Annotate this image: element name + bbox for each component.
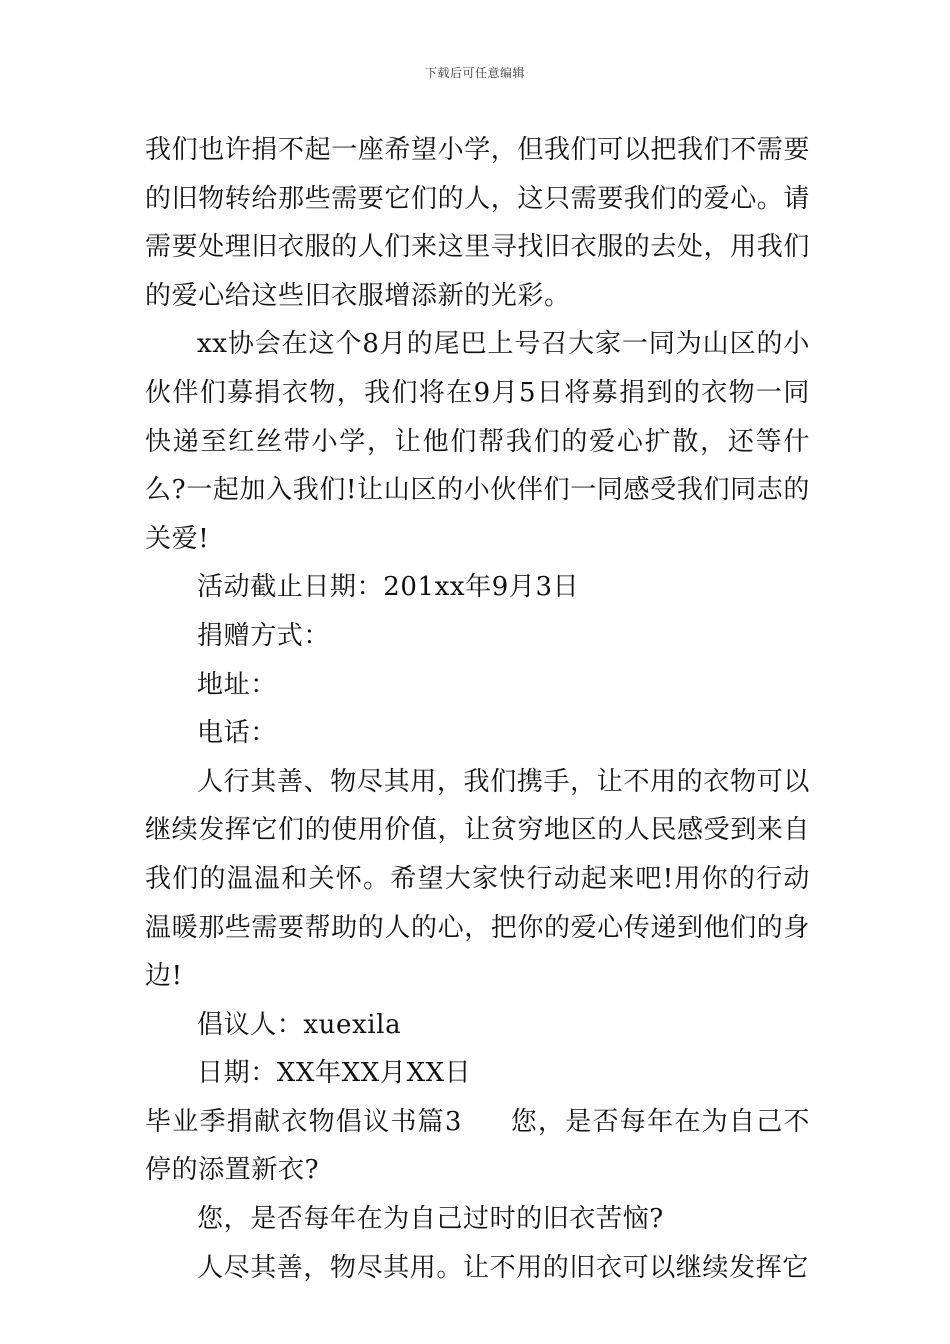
phone-line: 电话： <box>197 718 277 749</box>
document-body <box>145 126 810 1292</box>
paragraph-2: xx协会在这个8月的尾巴上号召大家一同为山区的小伙伴们募捐衣物，我们将在9月5日将募捐到的衣物一同快递至红丝带小学，让他们帮我们的爱心扩散，还等什么?一起加入我们!让山区的小伙伴们一同感受我们同志的关爱! <box>145 329 810 554</box>
section-lead: 您，是否每年在为自己不停的添置新衣? <box>145 1106 810 1186</box>
paragraph-4: 人尽其善，物尽其用。让不用的旧衣可以继续发挥它 <box>197 1252 809 1283</box>
date-line: 日期：XX年XX月XX日 <box>197 1058 472 1089</box>
paragraph-3: 人行其善、物尽其用，我们携手，让不用的衣物可以继续发挥它们的使用价值，让贫穷地区的人民感受到来自我们的温温和关怀。希望大家快行动起来吧!用你的行动温暖那些需要帮助的人的心，把你的爱心传递到他们的身边! <box>145 766 811 992</box>
header-note: 下载后可任意编辑 <box>424 66 525 80</box>
donation-method-line: 捐赠方式： <box>197 620 331 651</box>
section-paragraph <box>145 1098 810 1195</box>
section-title: 毕业季捐献衣物倡议书篇3 <box>145 1106 463 1137</box>
deadline-line: 活动截止日期：201xx年9月3日 <box>197 572 580 603</box>
address-line: 地址： <box>197 669 277 700</box>
paragraph-1: 我们也许捐不起一座希望小学，但我们可以把我们不需要的旧物转给那些需要它们的人，这只需要我们的爱心。请需要处理旧衣服的人们来这里寻找旧衣服的去处，用我们的爱心给这些旧衣服增添新的光彩。 <box>145 135 811 311</box>
initiator-line: 倡议人：xuexila <box>197 1009 402 1040</box>
question-2: 您，是否每年在为自己过时的旧衣苦恼? <box>197 1204 664 1235</box>
